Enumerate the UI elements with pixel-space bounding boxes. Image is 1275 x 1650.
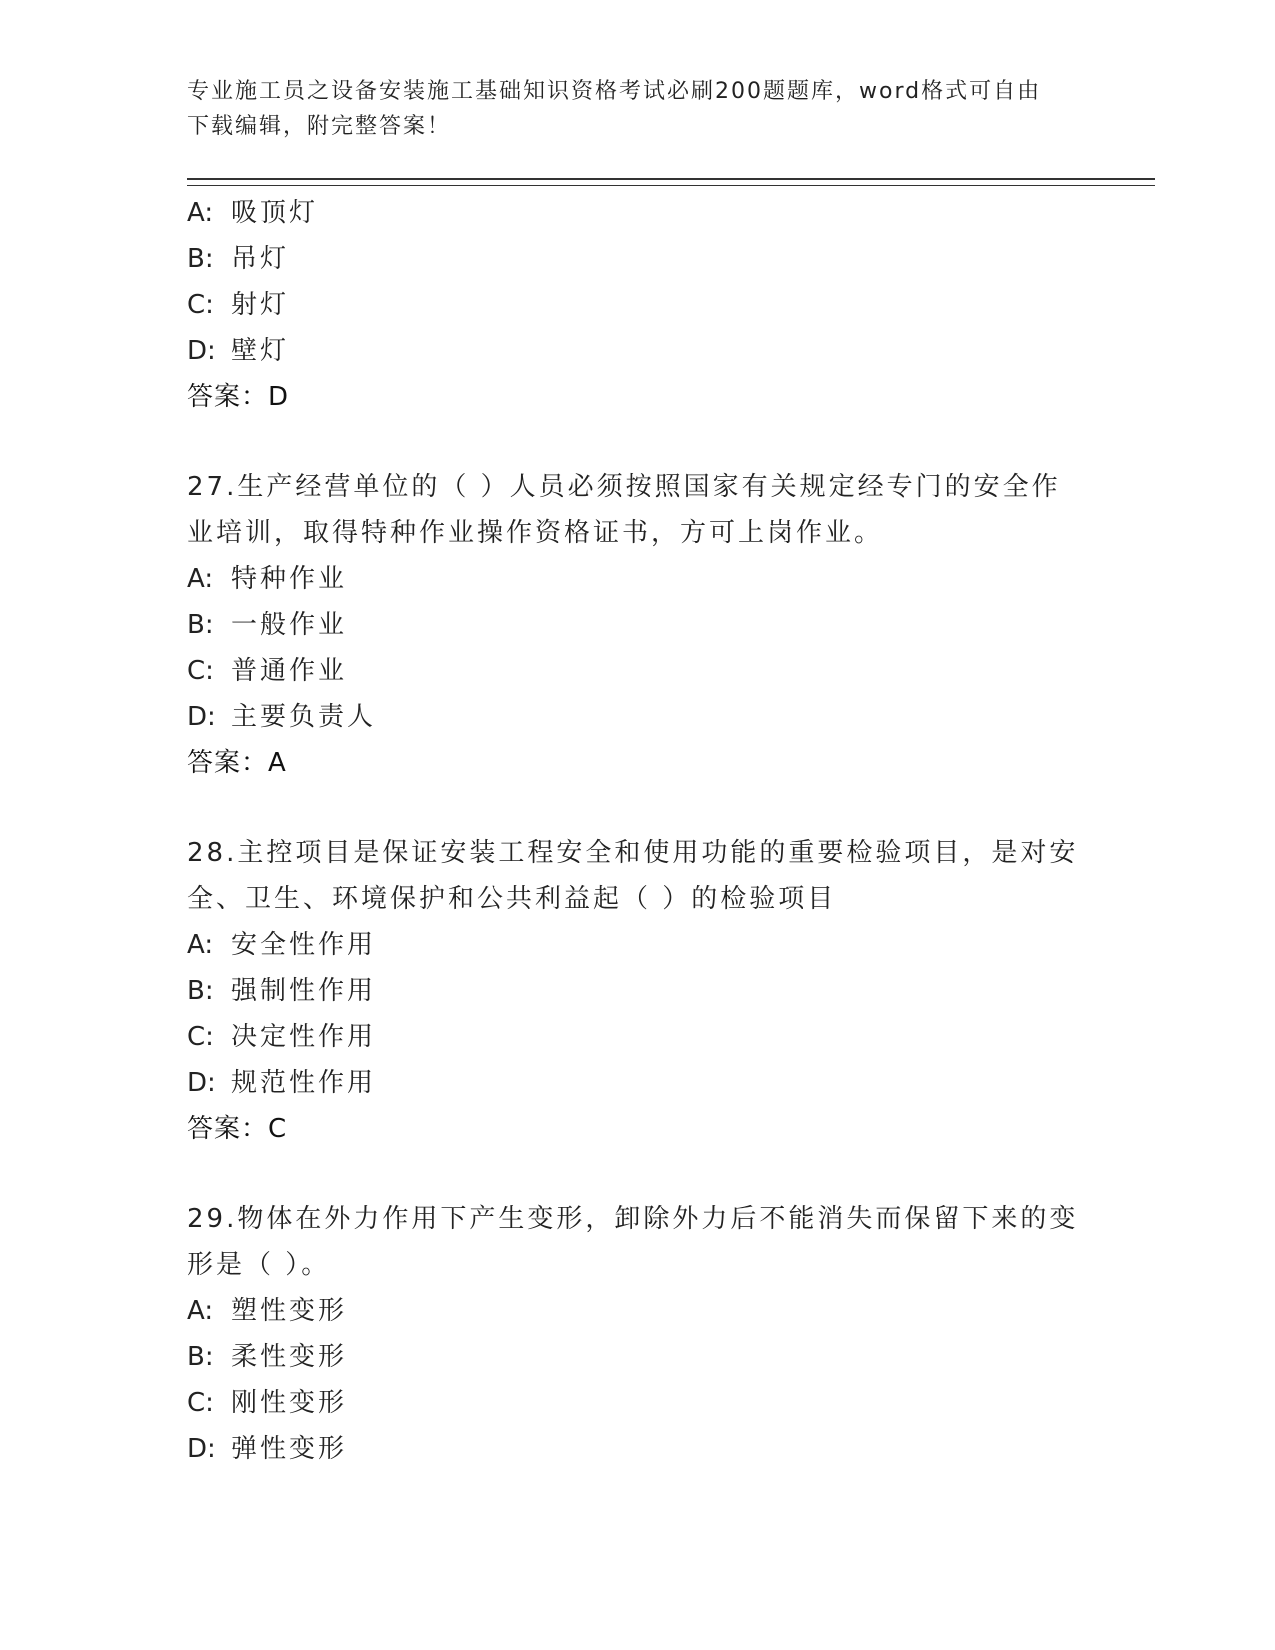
option-b	[187, 236, 1157, 282]
option-text: 弹性变形	[231, 1434, 348, 1464]
option-letter: B:	[187, 976, 214, 1006]
option-a	[187, 190, 1157, 236]
option-b	[187, 1334, 1157, 1380]
option-letter: B:	[187, 244, 214, 274]
option-a	[187, 556, 1157, 602]
option-text: 柔性变形	[231, 1342, 348, 1372]
option-text: 安全性作用	[231, 930, 377, 960]
prev-question-options	[187, 190, 1157, 420]
option-d	[187, 694, 1157, 740]
option-text: 塑性变形	[231, 1296, 348, 1326]
document-page	[187, 0, 1157, 1472]
option-text: 决定性作用	[231, 1022, 377, 1052]
answer-line: 答案：D	[187, 382, 290, 412]
option-letter: C:	[187, 290, 214, 320]
option-letter: A:	[187, 930, 214, 960]
option-c	[187, 282, 1157, 328]
option-letter: A:	[187, 564, 214, 594]
header-divider	[187, 178, 1155, 186]
option-d	[187, 1426, 1157, 1472]
option-text: 一般作业	[231, 610, 348, 640]
option-letter: A:	[187, 1296, 214, 1326]
option-d	[187, 1060, 1157, 1106]
option-c	[187, 648, 1157, 694]
option-text: 吸顶灯	[231, 198, 319, 228]
option-b	[187, 602, 1157, 648]
answer-line: 答案：C	[187, 1114, 288, 1144]
option-text: 吊灯	[231, 244, 290, 274]
option-text: 刚性变形	[231, 1388, 348, 1418]
option-text: 普通作业	[231, 656, 348, 686]
option-b	[187, 968, 1157, 1014]
question-stem: 27.生产经营单位的（ ）人员必须按照国家有关规定经专门的安全作业培训，取得特种作业操作资格证书，方可上岗作业。	[187, 472, 1061, 548]
question-27	[187, 464, 1157, 786]
question-stem: 29.物体在外力作用下产生变形，卸除外力后不能消失而保留下来的变形是（ ）。	[187, 1204, 1079, 1280]
question-28	[187, 830, 1157, 1152]
option-text: 强制性作用	[231, 976, 377, 1006]
option-a	[187, 922, 1157, 968]
option-letter: B:	[187, 610, 214, 640]
option-a	[187, 1288, 1157, 1334]
question-stem: 28.主控项目是保证安装工程安全和使用功能的重要检验项目，是对安全、卫生、环境保护和公共利益起（ ）的检验项目	[187, 838, 1079, 914]
option-letter: D:	[187, 702, 216, 732]
option-text: 射灯	[231, 290, 290, 320]
option-text: 规范性作用	[231, 1068, 377, 1098]
option-c	[187, 1014, 1157, 1060]
answer-line: 答案：A	[187, 748, 287, 778]
question-29	[187, 1196, 1157, 1472]
option-letter: D:	[187, 336, 216, 366]
option-letter: B:	[187, 1342, 214, 1372]
option-letter: C:	[187, 1022, 214, 1052]
option-c	[187, 1380, 1157, 1426]
option-letter: A:	[187, 198, 214, 228]
option-letter: D:	[187, 1068, 216, 1098]
option-letter: C:	[187, 1388, 214, 1418]
option-text: 特种作业	[231, 564, 348, 594]
option-letter: D:	[187, 1434, 216, 1464]
option-letter: C:	[187, 656, 214, 686]
option-text: 壁灯	[231, 336, 290, 366]
document-header: 专业施工员之设备安装施工基础知识资格考试必刷200题题库，word格式可自由下载编辑，附完整答案！	[187, 79, 1042, 139]
option-d	[187, 328, 1157, 374]
option-text: 主要负责人	[231, 702, 377, 732]
